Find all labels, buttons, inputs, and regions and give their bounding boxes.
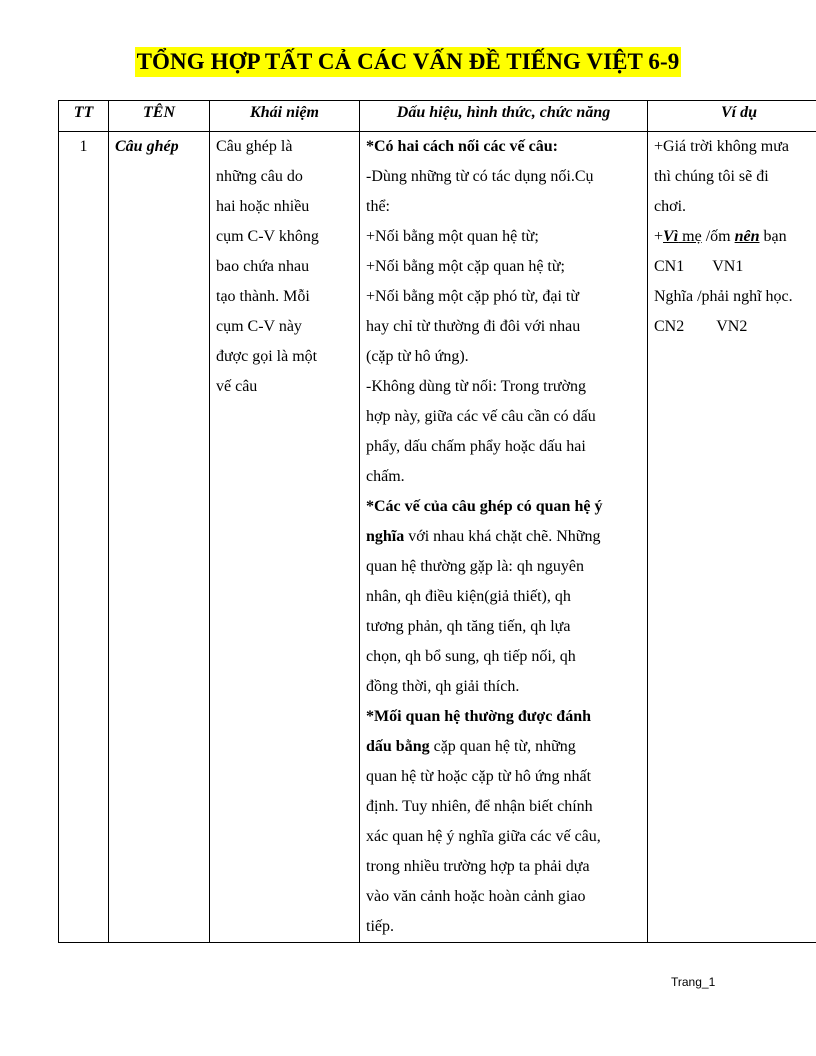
header-dau-hieu: Dấu hiệu, hình thức, chức năng <box>360 101 648 132</box>
inline-text: cặp quan hệ từ, những <box>429 738 576 755</box>
label-vn2: VN2 <box>716 318 748 335</box>
text-line: +Nối bằng một cặp quan hệ từ; <box>366 258 565 275</box>
term-name: Câu ghép <box>115 138 179 155</box>
word-om: /ốm <box>701 228 735 245</box>
text-line: đồng thời, qh giải thích. <box>366 678 520 695</box>
title-wrap <box>0 47 816 77</box>
example-line: chơi. <box>654 198 687 215</box>
label-cn2: CN2 <box>654 318 685 335</box>
cell-tt: 1 <box>59 132 109 943</box>
definition-line: tạo thành. Mỗi <box>216 288 310 305</box>
definition-line: cụm C-V không <box>216 228 319 245</box>
text-line: (cặp từ hô ứng). <box>366 348 469 365</box>
summary-table <box>58 100 816 943</box>
page-title: TỔNG HỢP TẤT CẢ CÁC VẤN ĐỀ TIẾNG VIỆT 6-9 <box>135 47 682 77</box>
definition-line: được gọi là một <box>216 348 318 365</box>
text-line: phẩy, dấu chấm phẩy hoặc dấu hai <box>366 438 586 455</box>
text-line: -Không dùng từ nối: Trong trường <box>366 378 587 395</box>
example-line <box>654 222 816 252</box>
text-line: +Nối bằng một quan hệ từ; <box>366 228 539 245</box>
page-number: Trang_1 <box>671 975 716 989</box>
header-vi-du: Ví dụ <box>648 101 816 132</box>
text-line <box>366 522 641 552</box>
example-line: thì chúng tôi sẽ đi <box>654 168 769 185</box>
text-line: tiếp. <box>366 918 394 935</box>
example-line <box>654 312 816 342</box>
example-line: Nghĩa /phải nghĩ học. <box>654 288 793 305</box>
text-line <box>366 732 641 762</box>
definition-line: những câu do <box>216 168 303 185</box>
text-line: quan hệ thường gặp là: qh nguyên <box>366 558 584 575</box>
inline-text: với nhau khá chặt chẽ. Những <box>404 528 601 545</box>
header-tt: TT <box>59 101 109 132</box>
table-header-row <box>59 101 816 132</box>
text-line: trong nhiều trường hợp ta phải dựa <box>366 858 590 875</box>
label-cn1: CN1 <box>654 258 685 275</box>
word-ban: bạn <box>759 228 787 245</box>
text-line: +Nối bằng một cặp phó từ, đại từ <box>366 288 579 305</box>
text-line: nhân, qh điều kiện(giả thiết), qh <box>366 588 571 605</box>
text-line: hay chỉ từ thường đi đôi với nhau <box>366 318 581 335</box>
text-line: quan hệ từ hoặc cặp từ hô ứng nhất <box>366 768 592 785</box>
definition-line: Câu ghép là <box>216 138 293 155</box>
definition-line: bao chứa nhau <box>216 258 310 275</box>
header-khai-niem: Khái niệm <box>210 101 360 132</box>
text-line: định. Tuy nhiên, để nhận biết chính <box>366 798 593 815</box>
header-ten: TÊN <box>109 101 210 132</box>
bold-word: dấu bằng <box>366 738 430 755</box>
conjunction-vi: Vì <box>663 228 679 245</box>
section-heading: *Mối quan hệ thường được đánh <box>366 708 591 725</box>
text-line: hợp này, giữa các vế câu cần có dấu <box>366 408 596 425</box>
conjunction-nen: nên <box>734 228 760 245</box>
bold-word: nghĩa <box>366 528 405 545</box>
example-line <box>654 252 816 282</box>
label-vn1: VN1 <box>712 258 744 275</box>
text-line: vào văn cảnh hoặc hoàn cảnh giao <box>366 888 586 905</box>
definition-line: cụm C-V này <box>216 318 302 335</box>
example-line: +Giá trời không mưa <box>654 138 790 155</box>
text-line: chọn, qh bổ sung, qh tiếp nối, qh <box>366 648 576 665</box>
cell-ten <box>109 132 210 943</box>
plus-sign: + <box>654 228 664 245</box>
text-line: -Dùng những từ có tác dụng nối.Cụ <box>366 168 594 185</box>
text-line: tương phản, qh tăng tiến, qh lựa <box>366 618 571 635</box>
table-row <box>59 132 816 943</box>
section-heading: *Có hai cách nối các vế câu: <box>366 138 558 155</box>
cell-vi-du <box>648 132 816 943</box>
text-line: thể: <box>366 198 390 215</box>
cell-dau-hieu <box>360 132 648 943</box>
text-line: chấm. <box>366 468 405 485</box>
definition-line: vế câu <box>216 378 258 395</box>
cell-khai-niem <box>210 132 360 943</box>
text-line: xác quan hệ ý nghĩa giữa các vế câu, <box>366 828 601 845</box>
word-me: mẹ <box>678 228 702 245</box>
definition-line: hai hoặc nhiều <box>216 198 310 215</box>
section-heading: *Các vế của câu ghép có quan hệ ý <box>366 498 603 515</box>
